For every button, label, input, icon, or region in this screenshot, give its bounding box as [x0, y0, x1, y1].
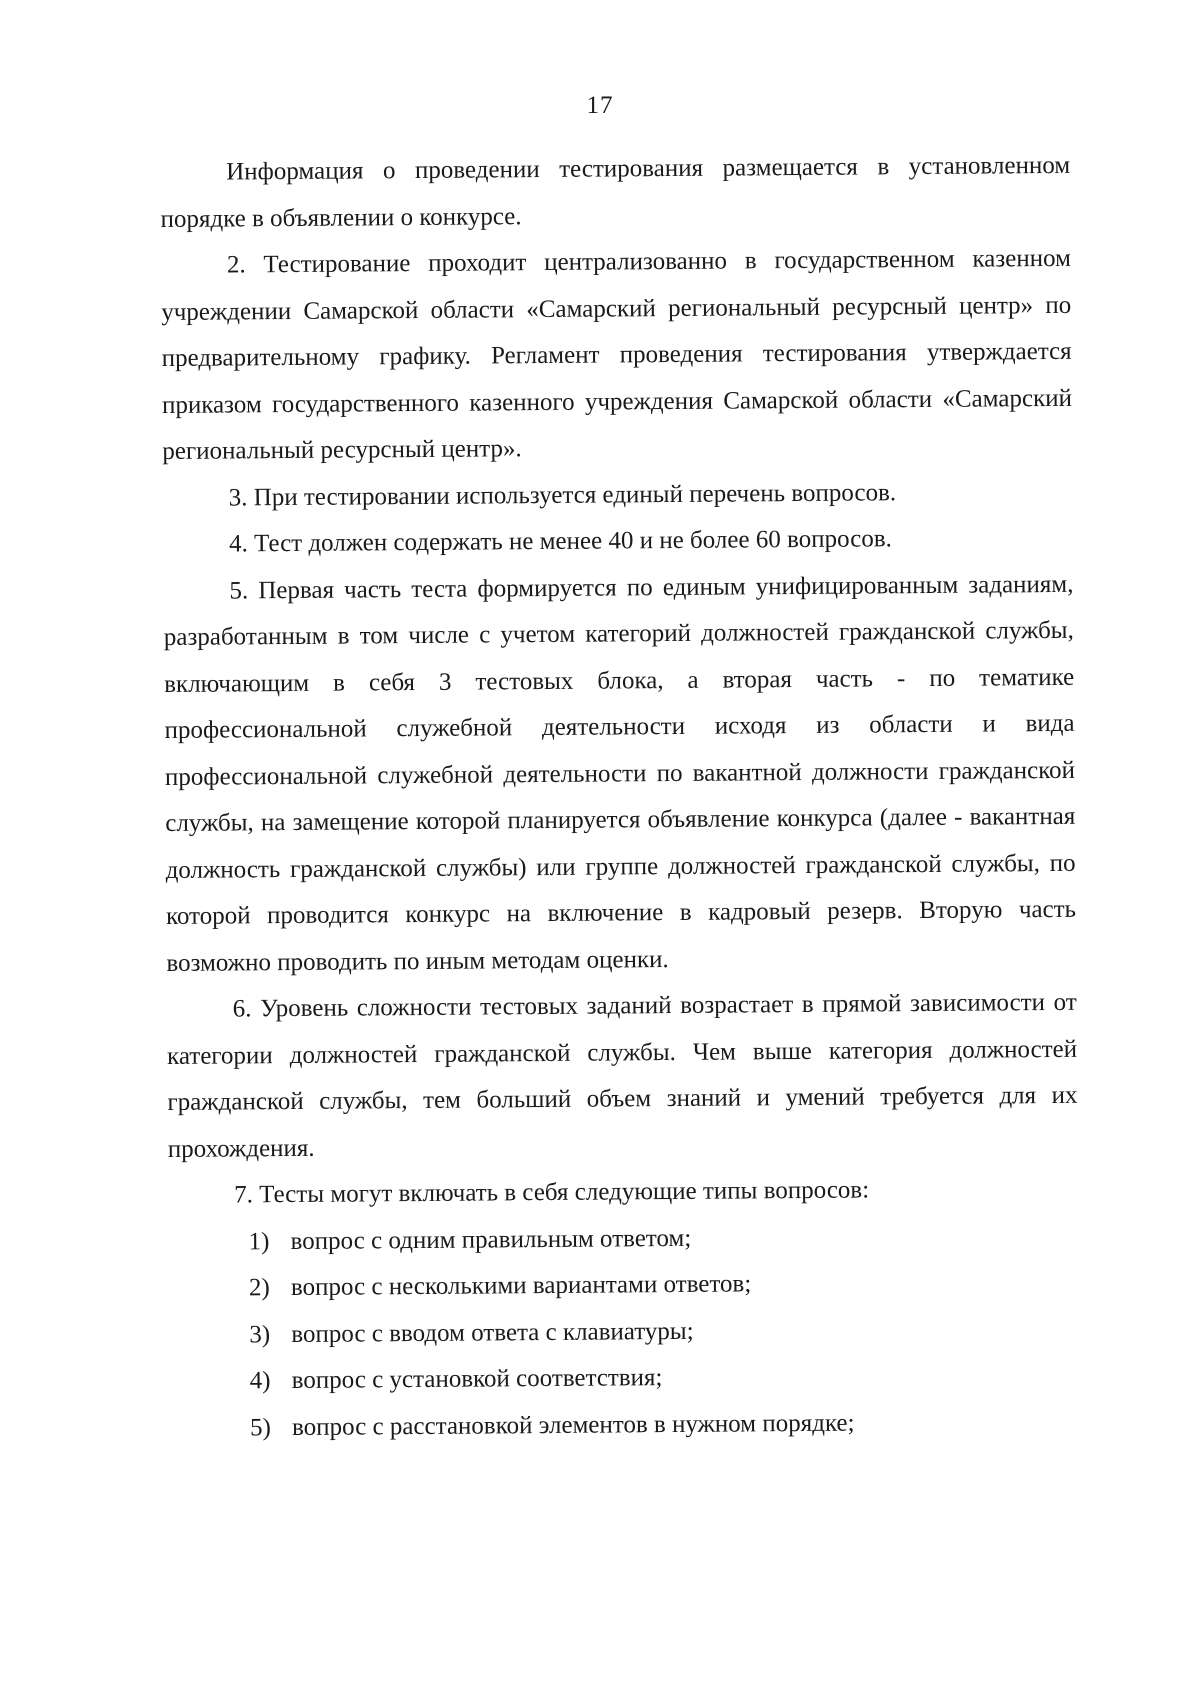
- list-item-text: вопрос с несколькими вариантами ответов;: [290, 1270, 752, 1302]
- list-item: [168, 1212, 1078, 1266]
- list-item: [169, 1305, 1079, 1359]
- paragraph-testing-info: Информация о проведении тестирования размещается в установленном порядке в объявлении о конкурсе.: [160, 151, 1071, 233]
- list-item-number: 5): [249, 1413, 271, 1441]
- question-types-list: [168, 1212, 1080, 1452]
- document-body: [160, 143, 1080, 1452]
- paragraph-item-7: 7. Тесты могут включать в себя следующие типы вопросов:: [234, 1176, 870, 1209]
- list-item: [169, 1352, 1079, 1406]
- list-item-number: 3): [249, 1320, 271, 1348]
- paragraph-item-5: 5. Первая часть теста формируется по единым унифицированным заданиям, разработанным в том числе с учетом категорий должностей гражданской службы, включающим в себя 3 тестовых блока, а вторая часть - по тематике профессиональной служебной деятельности исходя из области и вида профессиональной служебной деятельности по вакантной должности гражданской службы, на замещение которой планируется объявление конкурса (далее - вакантная должность гражданской службы) или группе должностей гражданской службы, по которой проводится конкурс на включение в кадровый резерв. Вторую часть возможно проводить по иным методам оценки.: [163, 570, 1077, 977]
- list-item-text: вопрос с одним правильным ответом;: [290, 1224, 692, 1255]
- list-item-text: вопрос с установкой соответствия;: [291, 1364, 663, 1395]
- paragraph-item-3: 3. При тестировании используется единый перечень вопросов.: [228, 478, 897, 511]
- list-item-number: 2): [248, 1274, 270, 1302]
- list-item-number: 1): [248, 1227, 270, 1255]
- list-item-number: 4): [249, 1367, 271, 1395]
- list-item-text: вопрос с расстановкой элементов в нужном порядке;: [291, 1409, 855, 1441]
- paragraph-item-4: 4. Тест должен содержать не менее 40 и не более 60 вопросов.: [228, 525, 892, 558]
- list-item: [170, 1398, 1080, 1452]
- list-item-text: вопрос с вводом ответа с клавиатуры;: [291, 1317, 694, 1348]
- paragraph-item-2: 2. Тестирование проходит централизованно в государственном казенном учреждении Самарской области «Самарский региональный ресурсный центр» по предварительному графику. Регламент проведения тестирования утверждается приказом государственного казенного учреждения Самарской области «Самарский региональный ресурсный центр».: [161, 244, 1073, 465]
- paragraph-item-6: 6. Уровень сложности тестовых заданий возрастает в прямой зависимости от категории должностей гражданской службы. Чем выше категория должностей гражданской службы, тем больший объем знаний и умений требуется для их прохождения.: [167, 988, 1078, 1163]
- list-item: [169, 1259, 1079, 1313]
- page-number: 17: [586, 92, 614, 119]
